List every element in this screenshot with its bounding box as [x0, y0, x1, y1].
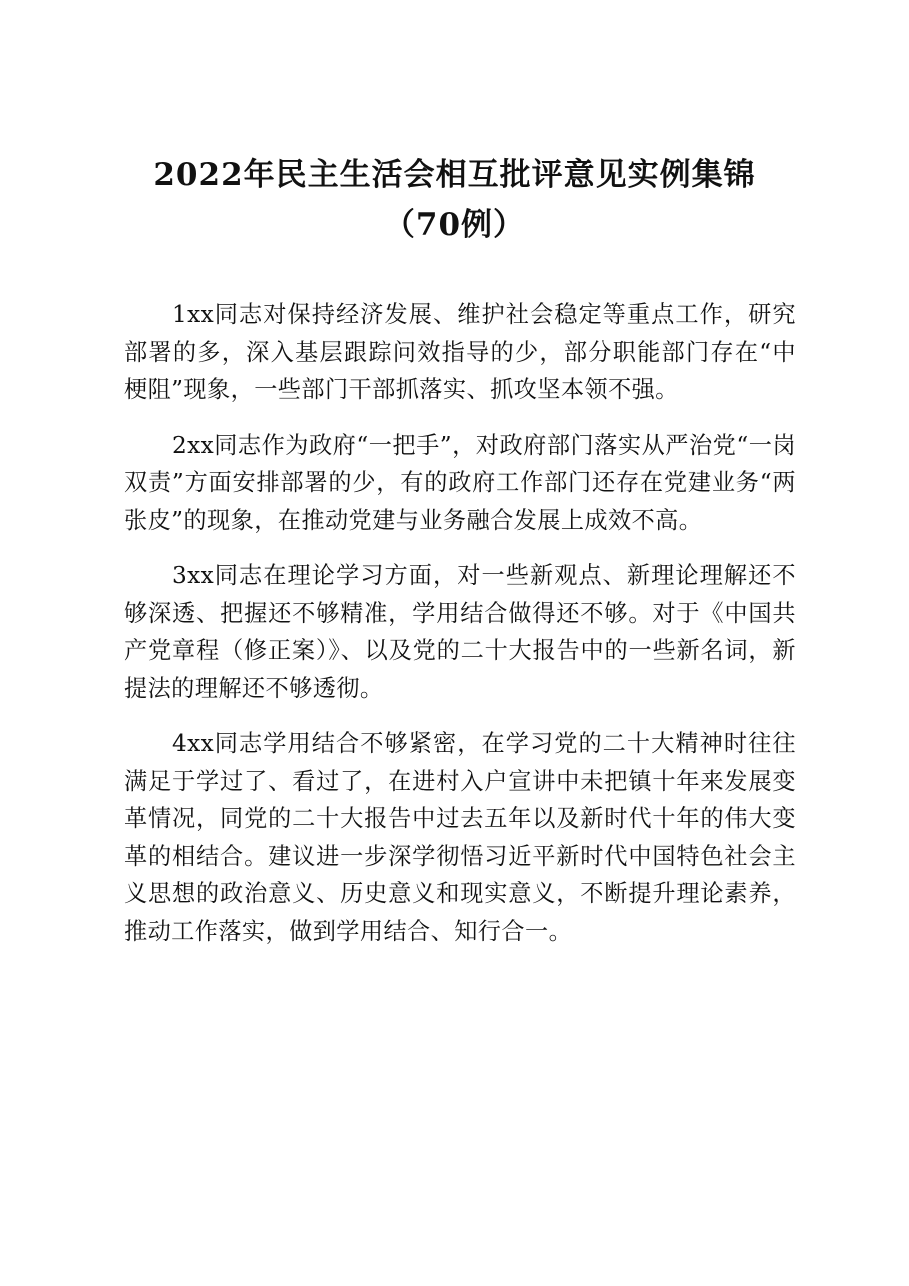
paragraph-4: 4xx同志学用结合不够紧密，在学习党的二十大精神时往往满足于学过了、看过了，在进村入户宣讲中未把镇十年来发展变革情况，同党的二十大报告中过去五年以及新时代十年的伟大变革的相结合。建议进一步深学彻悟习近平新时代中国特色社会主义思想的政治意义、历史意义和现实意义，不断提升理论素养，推动工作落实，做到学用结合、知行合一。	[124, 730, 796, 945]
title-line-main: 2022年民主生活会相互批评意见实例集锦	[153, 157, 756, 193]
document-body	[124, 296, 796, 968]
document-title	[0, 150, 909, 250]
paragraph-3: 3xx同志在理论学习方面，对一些新观点、新理论理解还不够深透、把握还不够精准，学用结合做得还不够。对于《中国共产党章程（修正案）》、以及党的二十大报告中的一些新名词，新提法的理解还不够透彻。	[124, 562, 796, 702]
paragraph-1: 1xx同志对保持经济发展、维护社会稳定等重点工作，研究部署的多，深入基层跟踪问效指导的少，部分职能部门存在“中梗阻”现象，一些部门干部抓落实、抓攻坚本领不强。	[124, 301, 796, 403]
title-line-count: （70例）	[383, 207, 526, 243]
paragraph-2: 2xx同志作为政府“一把手”，对政府部门落实从严治党“一岗双责”方面安排部署的少，有的政府工作部门还存在党建业务“两张皮”的现象，在推动党建与业务融合发展上成效不高。	[124, 431, 796, 534]
